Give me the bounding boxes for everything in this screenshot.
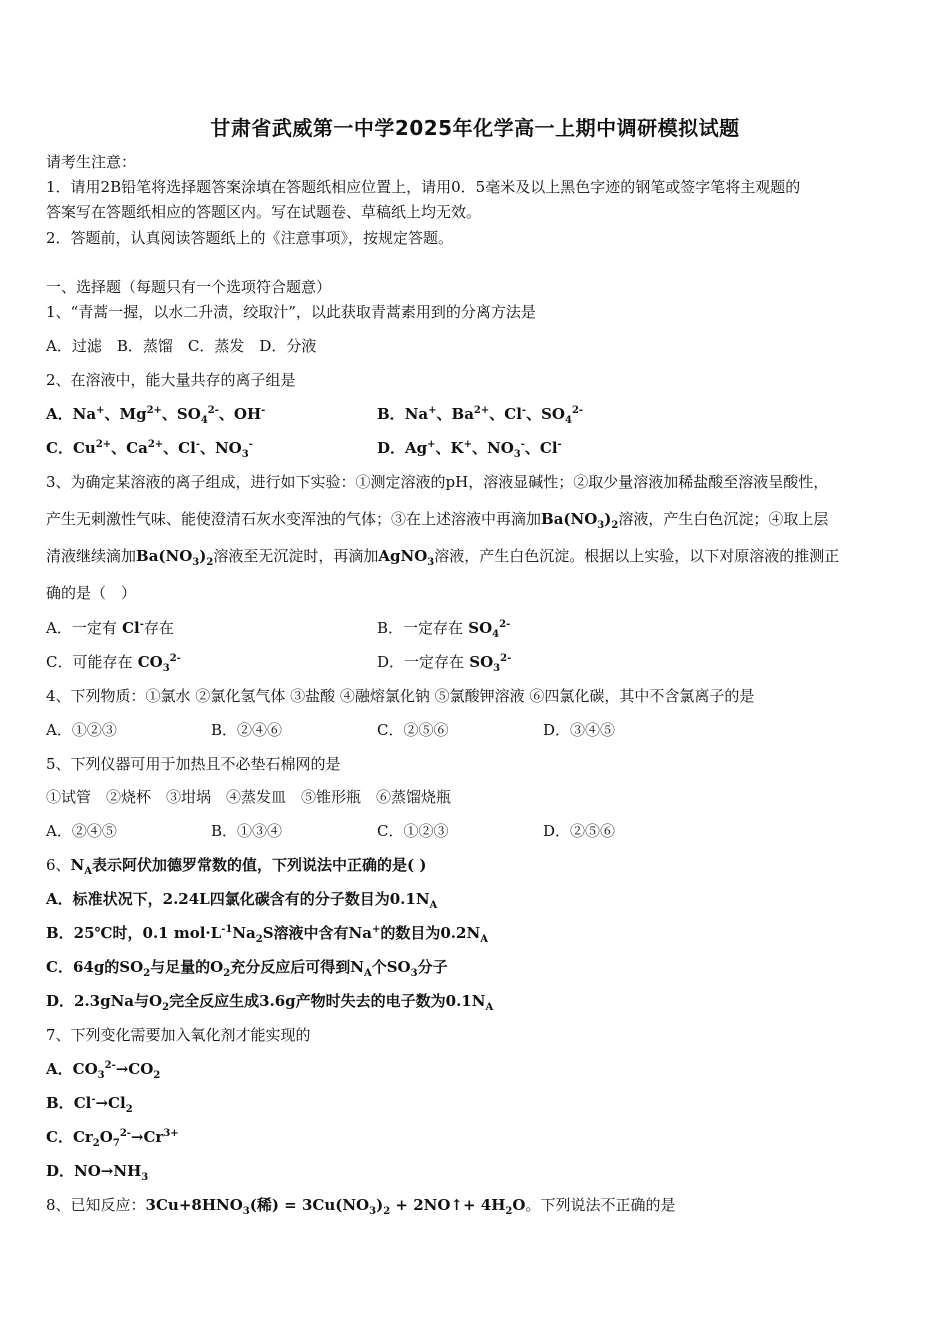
q2-option-c: C．$Cu^{2+}$、$Ca^{2+}$、Cl-、$NO_3^-$: [46, 439, 253, 460]
q3-option-c: C．可能存在 $CO_3^{2-}$: [46, 653, 181, 674]
q8-stem: 8、已知反应：$3Cu+8HNO_3$(稀) = $3Cu(NO_3)_2$ + 2NO↑+ $4H_2O$。下列说法不正确的是: [46, 1196, 676, 1217]
q3-line-4: 确的是（ ）: [46, 584, 137, 602]
q1-options: A．过滤 B．蒸馏 C．蒸发 D．分液: [46, 337, 317, 355]
page-title: 甘肃省武威第一中学2025年化学高一上期中调研模拟试题: [210, 116, 740, 140]
q4-option-a: A．①②③: [46, 721, 117, 739]
notice-line-3: 2．答题前，认真阅读答题纸上的《注意事项》，按规定答题。: [46, 229, 454, 247]
notice-line-1: 1．请用2B铅笔将选择题答案涂填在答题纸相应位置上，请用0．5毫米及以上黑色字迹的钢笔或签字笔将主观题的: [46, 178, 801, 196]
q3-options-row-1: [46, 618, 896, 638]
q1-stem: 1、“青蒿一握，以水二升渍，绞取汁”，以此获取青蒿素用到的分离方法是: [46, 303, 536, 321]
q6-option-c: C．64g的$SO_2$与足量的$O_2$充分反应后可得到$N_A$个$SO_3$分子: [46, 958, 448, 979]
q2-stem: 2、在溶液中，能大量共存的离子组是: [46, 371, 296, 389]
q6-stem: 6、$N_A$表示阿伏加德罗常数的值，下列说法中正确的是( ): [46, 856, 427, 877]
q2-options-row-1: [46, 404, 896, 424]
q6-option-d: D．2.3gNa与$O_2$完全反应生成3.6g产物时失去的电子数为$0.1N_A$: [46, 992, 494, 1013]
q7-stem: 7、下列变化需要加入氧化剂才能实现的: [46, 1026, 311, 1044]
q5-options: [46, 821, 896, 841]
q4-option-d: D．③④⑤: [543, 721, 616, 739]
q5-option-d: D．②⑤⑥: [543, 822, 616, 840]
q2-options-row-2: [46, 438, 896, 458]
q6-option-a: A．标准状况下，2.24L四氯化碳含有的分子数目为$0.1N_A$: [46, 890, 438, 911]
q7-option-d: D．$NO\to NH_3$: [46, 1162, 149, 1183]
q3-line-1: 3、为确定某溶液的离子组成，进行如下实验：①测定溶液的pH，溶液显碱性；②取少量溶液加稀盐酸至溶液呈酸性，: [46, 473, 829, 491]
q4-option-c: C．②⑤⑥: [377, 721, 449, 739]
notice-heading: 请考生注意：: [46, 153, 137, 171]
q2-option-d: D．Ag+、K+、$NO_3^-$、Cl-: [377, 439, 562, 460]
q2-option-a: A．Na+、$Mg^{2+}$、$SO_4^{2-}$、OH-: [46, 405, 266, 426]
q3-line-2: 产生无刺激性气味、能使澄清石灰水变浑浊的气体；③在上述溶液中再滴加$Ba(NO_3)_2$溶液，产生白色沉淀；④取上层: [46, 510, 829, 531]
q3-option-a: A．一定有 Cl-存在: [46, 619, 174, 637]
q3-options-row-2: [46, 652, 896, 672]
q3-line-3: 清液继续滴加$Ba(NO_3)_2$溶液至无沉淀时，再滴加AgNO$_3$溶液，产生白色沉淀。根据以上实验，以下对原溶液的推测正: [46, 547, 840, 568]
q3-option-b: B．一定存在 $SO_4^{2-}$: [377, 619, 511, 640]
q3-option-d: D．一定存在 $SO_3^{2-}$: [377, 653, 512, 674]
q4-stem: 4、下列物质：①氯水 ②氯化氢气体 ③盐酸 ④融熔氯化钠 ⑤氯酸钾溶液 ⑥四氯化碳，其中不含氯离子的是: [46, 687, 755, 705]
section-heading: 一、选择题（每题只有一个选项符合题意）: [46, 278, 332, 296]
q7-option-c: C．$Cr_2O_7^{2-}\to Cr^{3+}$: [46, 1128, 179, 1149]
q2-option-b: B．Na+、$Ba^{2+}$、Cl-、$SO_4^{2-}$: [377, 405, 584, 426]
q7-option-a: A．$CO_3^{2-}\to CO_2$: [46, 1060, 161, 1081]
q5-stem: 5、下列仪器可用于加热且不必垫石棉网的是: [46, 755, 341, 773]
q5-option-c: C．①②③: [377, 822, 449, 840]
notice-line-2: 答案写在答题纸相应的答题区内。写在试题卷、草稿纸上均无效。: [46, 203, 482, 221]
q5-option-b: B．①③④: [211, 822, 283, 840]
q5-option-a: A．②④⑤: [46, 822, 117, 840]
q4-options: [46, 720, 896, 740]
q5-items: ①试管 ②烧杯 ③坩埚 ④蒸发皿 ⑤锥形瓶 ⑥蒸馏烧瓶: [46, 788, 452, 806]
q4-option-b: B．②④⑥: [211, 721, 283, 739]
q6-option-b: B．25℃时，0.1 $mol\cdot L^{-1}Na_2S$溶液中含有Na+的数目为$0.2N_A$: [46, 924, 488, 945]
q7-option-b: B．$Cl^-\to Cl_2$: [46, 1094, 133, 1115]
